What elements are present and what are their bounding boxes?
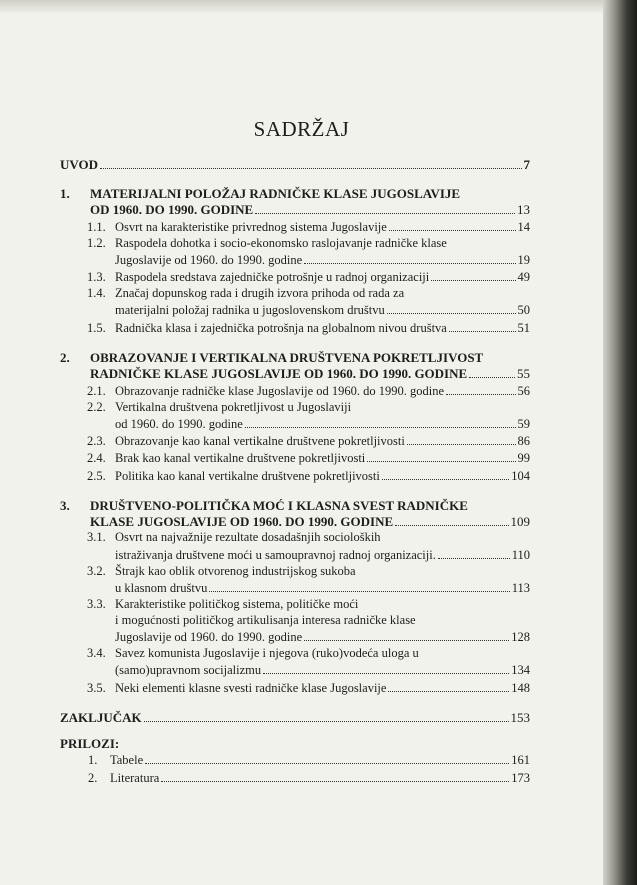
dot-leader [388,679,509,691]
subentry-title: u klasnom društvu [115,580,208,595]
subentry-title: Tabele [110,753,144,768]
dot-leader [209,580,509,592]
subentry-title: Neki elementi klasne svesti radničke klase Jugoslavije [115,680,387,695]
toc-subentry [60,530,530,545]
subentry-number: 3.5. [87,680,106,695]
toc-page-number: 104 [511,468,530,483]
subentry-title: Značaj dopunskog rada i drugih izvora prihoda od rada za [115,286,405,301]
toc-label: UVOD [60,156,99,172]
dot-leader [255,202,515,215]
toc-subentry [60,218,530,234]
dot-leader [161,769,509,781]
chapter-heading-cont [60,366,530,383]
toc-entry-zakljucak [60,710,530,727]
subentry-title: Radnička klasa i zajednička potrošnja na globalnom nivou društva [115,320,447,335]
dot-leader [387,302,516,314]
subentry-title: Raspodela sredstava zajedničke potrošnje u radnoj organizaciji [115,270,430,285]
subentry-title: Raspodela dohotka i socio-ekonomsko raslojavanje radničke klase [115,235,447,250]
toc-label: PRILOZI: [60,736,120,752]
toc-subentry [60,564,530,579]
dot-leader [449,319,516,331]
toc-subentry [60,769,530,785]
toc-page-number: 19 [517,252,530,267]
toc-page-number: 13 [517,202,530,218]
toc-subentry-cont [60,416,530,432]
toc-subentry [60,450,530,466]
chapter-heading [60,186,530,202]
toc-page-number: 173 [511,770,530,785]
subentry-number: 2.1. [87,383,106,398]
subentry-number: 3.1. [87,530,106,545]
toc-page-number: 153 [510,710,530,726]
subentry-title: Politika kao kanal vertikalne društvene pokretljivosti [115,468,380,483]
chapter-number: 1. [60,185,70,201]
subentry-title: Obrazovanje kao kanal vertikalne društvene pokretljivosti [115,434,405,449]
subentry-title: Literatura [110,770,160,785]
dot-leader [304,252,515,264]
toc-label: ZAKLJUČAK [60,710,142,726]
toc-subentry-cont [60,252,530,268]
subentry-title: Brak kao kanal vertikalne društvene pokretljivosti [115,451,366,466]
subentry-title: Jugoslavije od 1960. do 1990. godine [115,252,303,267]
dot-leader [389,218,516,230]
toc-subentry-cont [60,546,530,562]
chapter-title: KLASE JUGOSLAVIJE OD 1960. DO 1990. GODINE [90,514,394,530]
chapter-title: MATERIJALNI POLOŽAJ RADNIČKE KLASE JUGOSLAVIJE [90,185,461,201]
toc-subentry [60,433,530,449]
subentry-number: 1.4. [87,286,106,301]
toc-subentry-cont [60,662,530,678]
page-top-shadow [0,0,637,14]
toc-subentry-cont [60,613,530,628]
subentry-number: 1.3. [87,270,106,285]
subentry-title: istraživanja društvene moći u samoupravnoj radnoj organizaciji. [115,547,436,562]
table-of-contents [60,156,530,787]
subentry-title: Štrajk kao oblik otvorenog industrijskog sukoba [115,563,356,578]
book-spine-shadow [603,0,637,885]
subentry-title: od 1960. do 1990. godine [115,416,243,431]
subentry-number: 2.5. [87,468,106,483]
subentry-number: 2.4. [87,451,106,466]
chapter-heading [60,350,530,366]
subentry-title: Savez komunista Jugoslavije i njegova (ruko)vodeća uloga u [115,646,419,660]
toc-page-number: 14 [517,219,530,234]
toc-page-number: 56 [517,383,530,398]
subentry-number: 2.2. [87,399,106,414]
subentry-title: Karakteristike političkog sistema, političke moći [115,596,359,611]
chapter-heading-cont [60,202,530,219]
toc-subentry [60,236,530,251]
subentry-title: (samo)upravnom socijalizmu [115,663,262,678]
dot-leader [395,514,508,527]
chapter-heading-cont [60,514,530,531]
dot-leader [431,269,515,281]
toc-page-number: 7 [523,156,530,172]
toc-page-number: 161 [511,753,530,768]
chapter-title: OD 1960. DO 1990. GODINE [90,202,254,218]
toc-subentry [60,646,530,661]
toc-page-number: 49 [517,270,530,285]
toc-subentry-cont [60,580,530,596]
toc-page-number: 109 [510,514,530,530]
toc-subentry [60,752,530,768]
toc-subentry [60,269,530,285]
subentry-title: Osvrt na najvažnije rezultate dosadašnjih socioloških [115,530,381,545]
dot-leader [407,433,516,445]
dot-leader [245,416,516,428]
subentry-number: 2. [88,770,98,785]
subentry-title: i mogućnosti političkog artikulisanja interesa radničke klase [115,612,416,627]
toc-subentry [60,382,530,398]
subentry-number: 3.3. [87,596,106,611]
toc-page-number: 51 [517,320,530,335]
subentry-title: Jugoslavije od 1960. do 1990. godine [115,630,303,644]
prilozi-heading [60,736,530,752]
toc-subentry [60,467,530,483]
dot-leader [446,382,515,394]
toc-page-number: 55 [517,366,530,382]
chapter-number: 3. [60,497,70,513]
toc-page-number: 134 [511,663,530,678]
subentry-title: materijalni položaj radnika u jugoslovenskom društvu [115,303,385,318]
toc-entry-uvod [60,156,530,173]
toc-subentry [60,597,530,612]
dot-leader [367,450,515,462]
chapter-number: 2. [60,349,70,365]
dot-leader [100,156,521,169]
toc-page-number: 99 [517,451,530,466]
toc-subentry-cont [60,629,530,645]
toc-subentry [60,400,530,415]
toc-page-number: 113 [511,580,530,595]
dot-leader [469,366,515,379]
toc-page-number: 59 [517,416,530,431]
chapter-title: DRUŠTVENO-POLITIČKA MOĆ I KLASNA SVEST RADNIČKE [90,497,468,513]
toc-page-number: 128 [511,630,530,644]
toc-page-number: 50 [517,303,530,318]
subentry-number: 1.2. [87,235,106,250]
dot-leader [304,629,509,641]
toc-subentry-cont [60,302,530,318]
toc-subentry [60,286,530,301]
toc-page-number: 86 [517,434,530,449]
subentry-number: 3.4. [87,646,106,660]
dot-leader [438,546,510,558]
subentry-number: 1.5. [87,320,106,335]
dot-leader [263,662,509,674]
chapter-heading [60,498,530,514]
subentry-number: 1. [88,753,98,768]
subentry-number: 3.2. [87,563,106,578]
subentry-title: Obrazovanje radničke klase Jugoslavije od 1960. do 1990. godine [115,383,445,398]
dot-leader [144,710,509,723]
page-title: SADRŽAJ [253,117,350,141]
subentry-title: Vertikalna društvena pokretljivost u Jugoslaviji [115,399,352,414]
dot-leader [382,467,509,479]
toc-subentry [60,319,530,335]
subentry-number: 1.1. [87,219,106,234]
dot-leader [145,752,509,764]
chapter-title: RADNIČKE KLASE JUGOSLAVIJE OD 1960. DO 1990. GODINE [90,366,468,382]
subentry-number: 2.3. [87,434,106,449]
chapter-title: OBRAZOVANJE I VERTIKALNA DRUŠTVENA POKRETLJIVOST [90,349,484,365]
toc-page-number: 148 [511,680,530,695]
toc-subentry [60,679,530,695]
toc-page-number: 110 [511,547,530,562]
subentry-title: Osvrt na karakteristike privrednog sistema Jugoslavije [115,219,387,234]
